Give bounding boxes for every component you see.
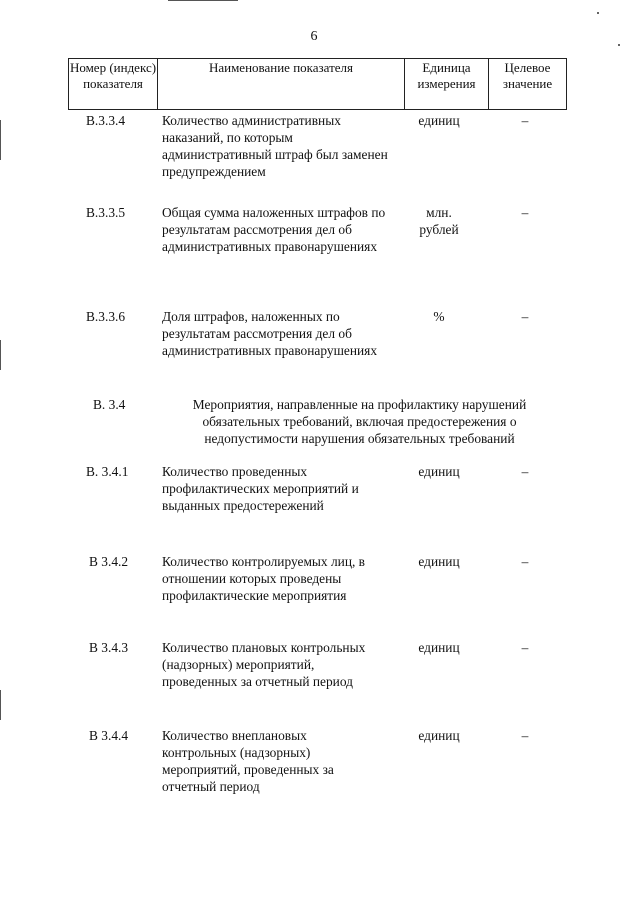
indicator-name: Количество внеплановых контрольных (надзорных) мероприятий, проведенных за отчетный период [162,728,334,794]
scan-speck [618,44,620,46]
indicator-unit: единиц [418,113,460,128]
indicator-code: В. 3.4.1 [86,464,129,479]
indicator-unit: единиц [418,464,460,479]
indicator-target: – [521,728,529,743]
indicator-target: – [521,464,529,479]
indicator-name: Количество контролируемых лиц, в отношении которых проведены профилактические мероприятия [162,554,366,603]
indicator-code: В.3.3.5 [86,205,126,220]
indicator-target: – [521,205,529,220]
indicator-target: – [521,113,529,128]
section-title: Мероприятия, направленные на профилактику нарушений обязательных требований, включая предостережения о недопустимости нарушения обязательных требований [192,397,527,446]
indicator-target: – [521,554,529,569]
scan-speck [597,12,599,14]
page-number: 6 [310,29,318,44]
section-code: В. 3.4 [93,397,126,412]
indicator-code: В.3.3.6 [86,309,126,324]
indicator-name: Количество плановых контрольных (надзорных) мероприятий, проведенных за отчетный период [162,640,366,689]
indicator-unit: млн. рублей [419,205,459,237]
indicator-target: – [521,640,529,655]
indicator-name: Количество проведенных профилактических мероприятий и выданных предостережений [162,464,359,513]
scan-mark [168,0,238,1]
header-target-column: Целевое значение [488,58,567,110]
indicator-unit: единиц [418,640,460,655]
indicator-unit: единиц [418,554,460,569]
indicator-target: – [521,309,529,324]
scan-mark [0,120,1,160]
indicator-name: Доля штрафов, наложенных по результатам рассмотрения дел об административных правонарушениях [162,309,378,358]
header-name-column: Наименование показателя [157,58,404,110]
header-number-column: Номер (индекс) показателя [68,58,157,110]
indicator-code: В 3.4.2 [89,554,129,569]
indicator-name: Общая сумма наложенных штрафов по результатам рассмотрения дел об административных правонарушениях [162,205,386,254]
indicator-unit: % [433,309,445,324]
indicator-code: В 3.4.3 [89,640,129,655]
indicator-code: В 3.4.4 [89,728,129,743]
indicator-name: Количество административных наказаний, по которым административный штраф был заменен предупреждением [162,113,388,179]
indicator-code: В.3.3.4 [86,113,126,128]
header-unit-column: Единица измерения [404,58,488,110]
scan-mark [0,690,1,720]
scan-mark [0,340,1,370]
indicator-unit: единиц [418,728,460,743]
